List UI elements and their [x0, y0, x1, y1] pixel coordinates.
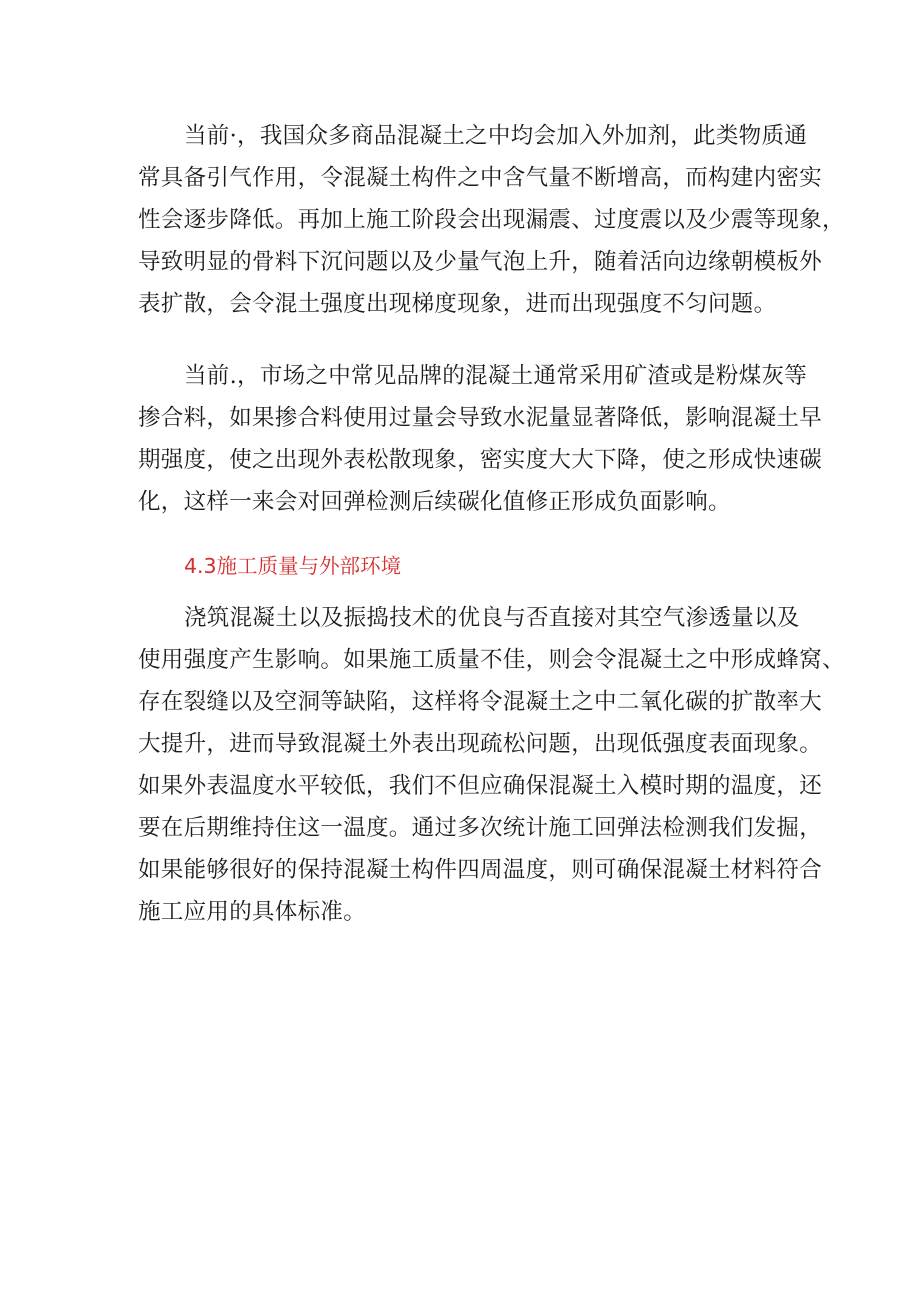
paragraph-intro-admixture [138, 115, 845, 325]
text-line: 浇筑混凝土以及振捣技术的优良与否直接对其空气渗透量以及 [184, 605, 800, 631]
paragraph-construction-quality [138, 597, 845, 933]
text-line: 当前·，我国众多商品混凝土之中均会加入外加剂，此类物质通 [184, 123, 808, 149]
text-line: 存在裂缝以及空洞等缺陷，这样将令混凝土之中二氧化碳的扩散率大 [138, 689, 823, 715]
paragraph-admixture-materials [138, 355, 823, 523]
text-line: 表扩散，会令混土强度出现梯度现象，进而出现强度不匀问题。 [138, 291, 777, 317]
text-line: 如果外表温度水平较低，我们不但应确保混凝土入模时期的温度，还 [138, 773, 823, 799]
text-line: 性会逐步降低。再加上施工阶段会出现漏震、过度震以及少震等现象， [138, 207, 845, 233]
text-line: 导致明显的骨料下沉问题以及少量气泡上升，随着活向边缘朝模板外 [138, 249, 823, 275]
section-heading: 4.3施工质量与外部环境 [184, 554, 402, 578]
text-line: 大提升，进而导致混凝土外表出现疏松问题，出现低强度表面现象。 [138, 731, 823, 757]
text-line: 要在后期维持住这一温度。通过多次统计施工回弹法检测我们发掘， [138, 815, 823, 841]
text-line: 如果能够很好的保持混凝土构件四周温度，则可确保混凝土材料符合 [138, 857, 823, 883]
text-line: 当前.，市场之中常见品牌的混凝土通常采用矿渣或是粉煤灰等 [184, 363, 808, 389]
text-line: 期强度，使之出现外表松散现象，密实度大大下降，使之形成快速碳 [138, 447, 823, 473]
text-line: 掺合料，如果掺合料使用过量会导致水泥量显著降低，影响混凝土早 [138, 405, 823, 431]
text-line: 常具备引气作用，令混凝土构件之中含气量不断增高，而构建内密实 [138, 165, 823, 191]
text-line: 使用强度产生影响。如果施工质量不佳，则会令混凝土之中形成蜂窝、 [138, 647, 845, 673]
text-line: 施工应用的具体标准。 [138, 899, 367, 925]
text-line: 化，这样一来会对回弹检测后续碳化值修正形成负面影响。 [138, 489, 731, 515]
